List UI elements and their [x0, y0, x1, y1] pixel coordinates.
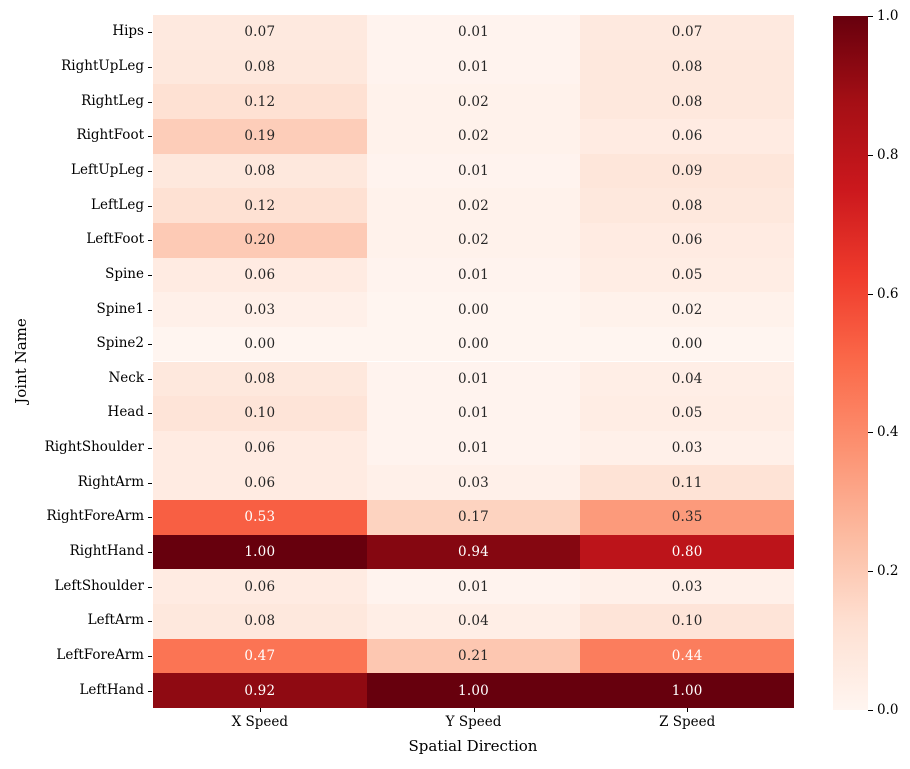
cell-value: 0.08	[671, 58, 703, 75]
ytick-label: RightLeg	[81, 92, 144, 109]
heatmap-cell	[153, 465, 367, 500]
heatmap-cell	[367, 535, 581, 570]
heatmap-cell	[367, 188, 581, 223]
colorbar-tick-label: 1.0	[877, 8, 899, 24]
cell-value: 0.08	[671, 93, 703, 110]
heatmap-cell	[580, 154, 794, 189]
colorbar-tick-label: 0.8	[877, 146, 899, 163]
ytick-mark	[148, 240, 152, 241]
cell-value: 0.21	[458, 648, 489, 664]
ytick-label: RightArm	[77, 473, 144, 490]
cell-value: 0.00	[458, 301, 489, 318]
ytick-label: RightHand	[69, 543, 144, 560]
xtick-label: Y Speed	[445, 714, 502, 730]
heatmap-cell	[153, 292, 367, 327]
cell-value: 0.06	[244, 440, 276, 457]
heatmap-cell	[580, 327, 794, 362]
colorbar-tick-mark	[868, 432, 873, 433]
heatmap-cell	[367, 84, 581, 119]
cell-value: 0.08	[244, 370, 276, 387]
ytick-label: RightShoulder	[44, 439, 144, 456]
colorbar-tick-mark	[868, 710, 873, 711]
ytick-mark	[148, 379, 152, 380]
cell-value: 0.01	[458, 24, 489, 41]
heatmap-cell	[153, 639, 367, 674]
colorbar-tick-label: 0.6	[877, 285, 899, 302]
cell-value: 0.03	[458, 474, 489, 491]
heatmap-cell	[580, 84, 794, 119]
xtick-label: Z Speed	[659, 714, 716, 730]
heatmap-cell	[580, 639, 794, 674]
heatmap-cell	[367, 119, 581, 154]
heatmap-cell	[580, 500, 794, 535]
cell-value: 1.00	[458, 682, 489, 699]
cell-value: 0.80	[671, 544, 703, 561]
ytick-mark	[148, 171, 152, 172]
cell-value: 0.01	[458, 58, 489, 75]
heatmap-cell	[367, 154, 581, 189]
cell-value: 0.02	[458, 232, 489, 249]
heatmap-cell	[580, 569, 794, 604]
heatmap-cell	[580, 50, 794, 85]
heatmap-cell	[367, 604, 581, 639]
xtick-mark	[474, 708, 475, 712]
cell-value: 0.11	[671, 474, 703, 491]
ytick-label: Hips	[112, 23, 144, 40]
heatmap-cell	[153, 673, 367, 708]
cell-value: 0.03	[244, 301, 276, 318]
ytick-label: RightFoot	[76, 127, 144, 144]
heatmap-cell	[153, 569, 367, 604]
ytick-mark	[148, 310, 152, 311]
cell-value: 0.02	[458, 128, 489, 145]
cell-value: 0.47	[244, 648, 276, 664]
ytick-label: LeftForeArm	[56, 647, 144, 664]
heatmap-cell	[153, 188, 367, 223]
ytick-mark	[148, 517, 152, 518]
heatmap-cell	[367, 223, 581, 258]
colorbar	[833, 16, 868, 710]
heatmap-cell	[367, 465, 581, 500]
cell-value: 0.53	[244, 509, 276, 526]
cell-value: 0.04	[458, 613, 489, 630]
ytick-mark	[148, 102, 152, 103]
ytick-label: RightForeArm	[46, 508, 144, 525]
heatmap-cell	[580, 431, 794, 466]
ytick-mark	[148, 413, 152, 414]
heatmap-cell	[367, 639, 581, 674]
heatmap-cell	[153, 84, 367, 119]
heatmap-cell	[580, 119, 794, 154]
heatmap-cell	[367, 673, 581, 708]
ytick-mark	[148, 275, 152, 276]
heatmap-cell	[153, 154, 367, 189]
ytick-label: LeftShoulder	[54, 577, 144, 594]
cell-value: 0.08	[244, 613, 276, 630]
cell-value: 0.94	[458, 544, 489, 561]
cell-value: 0.12	[244, 197, 276, 214]
cell-value: 1.00	[244, 544, 276, 561]
heatmap-cell	[580, 535, 794, 570]
cell-value: 0.06	[244, 266, 276, 283]
heatmap-cell	[367, 258, 581, 293]
heatmap-cell	[580, 673, 794, 708]
colorbar-tick-mark	[868, 294, 873, 295]
ytick-mark	[148, 344, 152, 345]
heatmap-cell	[367, 500, 581, 535]
heatmap-cell	[153, 258, 367, 293]
heatmap-cell	[580, 292, 794, 327]
cell-value: 0.08	[671, 197, 703, 214]
xtick-label: X Speed	[231, 714, 289, 730]
ytick-mark	[148, 621, 152, 622]
cell-value: 0.10	[244, 405, 276, 422]
heatmap-cell	[367, 292, 581, 327]
heatmap-cell	[153, 604, 367, 639]
ytick-label: Neck	[108, 369, 144, 386]
heatmap-cell	[153, 50, 367, 85]
cell-value: 1.00	[671, 682, 703, 699]
heatmap-cell	[367, 396, 581, 431]
cell-value: 0.19	[244, 128, 276, 145]
cell-value: 0.10	[671, 613, 703, 630]
cell-value: 0.00	[244, 336, 276, 353]
heatmap-cell	[367, 431, 581, 466]
heatmap-cell	[580, 188, 794, 223]
heatmap-cell	[153, 15, 367, 50]
ytick-label: LeftHand	[79, 681, 144, 698]
cell-value: 0.35	[671, 509, 703, 526]
ytick-label: RightUpLeg	[61, 57, 144, 74]
heatmap-cell	[580, 15, 794, 50]
cell-value: 0.03	[671, 578, 703, 595]
ytick-label: Spine2	[96, 335, 144, 352]
cell-value: 0.04	[671, 370, 703, 387]
cell-value: 0.03	[671, 440, 703, 457]
ytick-label: LeftUpLeg	[71, 161, 144, 178]
cell-value: 0.05	[671, 405, 703, 422]
x-axis-label: Spatial Direction	[408, 737, 538, 755]
cell-value: 0.00	[458, 336, 489, 353]
heatmap-cell	[153, 431, 367, 466]
ytick-label: LeftFoot	[86, 231, 144, 248]
ytick-mark	[148, 656, 152, 657]
ytick-mark	[148, 32, 152, 33]
cell-value: 0.01	[458, 266, 489, 283]
heatmap-cell	[367, 362, 581, 397]
cell-value: 0.09	[671, 162, 703, 179]
cell-value: 0.01	[458, 440, 489, 457]
cell-value: 0.08	[244, 58, 276, 75]
heatmap-cell	[153, 223, 367, 258]
colorbar-tick-mark	[868, 16, 873, 17]
ytick-label: Head	[107, 404, 144, 421]
ytick-label: LeftLeg	[91, 196, 144, 213]
heatmap-cell	[580, 604, 794, 639]
heatmap-cell	[580, 362, 794, 397]
xtick-mark	[260, 708, 261, 712]
ytick-mark	[148, 483, 152, 484]
colorbar-tick-label: 0.2	[877, 563, 899, 580]
ytick-mark	[148, 136, 152, 137]
cell-value: 0.06	[244, 578, 276, 595]
cell-value: 0.20	[244, 232, 276, 249]
cell-value: 0.02	[671, 301, 703, 318]
heatmap-cell	[153, 362, 367, 397]
ytick-mark	[148, 691, 152, 692]
heatmap-cell	[153, 327, 367, 362]
cell-value: 0.44	[671, 648, 703, 664]
ytick-mark	[148, 587, 152, 588]
heatmap-cell	[367, 327, 581, 362]
cell-value: 0.05	[671, 266, 703, 283]
cell-value: 0.01	[458, 162, 489, 179]
heatmap-grid	[153, 15, 794, 708]
heatmap-cell	[367, 15, 581, 50]
cell-value: 0.07	[671, 24, 703, 41]
ytick-mark	[148, 206, 152, 207]
heatmap-cell	[367, 50, 581, 85]
heatmap-cell	[580, 396, 794, 431]
cell-value: 0.01	[458, 578, 489, 595]
heatmap-cell	[580, 223, 794, 258]
heatmap-cell	[367, 569, 581, 604]
cell-value: 0.06	[244, 474, 276, 491]
cell-value: 0.01	[458, 405, 489, 422]
colorbar-tick-label: 0.4	[877, 424, 899, 441]
cell-value: 0.01	[458, 370, 489, 387]
ytick-mark	[148, 448, 152, 449]
ytick-mark	[148, 67, 152, 68]
colorbar-tick-mark	[868, 571, 873, 572]
heatmap-cell	[153, 535, 367, 570]
heatmap-cell	[153, 500, 367, 535]
heatmap-cell	[580, 465, 794, 500]
cell-value: 0.92	[244, 682, 276, 699]
ytick-label: Spine1	[96, 300, 144, 317]
cell-value: 0.07	[244, 24, 276, 41]
ytick-mark	[148, 552, 152, 553]
heatmap-cell	[153, 396, 367, 431]
y-axis-label: Joint Name	[12, 318, 30, 404]
cell-value: 0.06	[671, 232, 703, 249]
cell-value: 0.17	[458, 509, 489, 526]
colorbar-tick-mark	[868, 155, 873, 156]
cell-value: 0.12	[244, 93, 276, 110]
xtick-mark	[687, 708, 688, 712]
cell-value: 0.00	[671, 336, 703, 353]
heatmap-cell	[580, 258, 794, 293]
ytick-label: LeftArm	[87, 612, 144, 629]
cell-value: 0.08	[244, 162, 276, 179]
colorbar-tick-label: 0.0	[877, 702, 899, 718]
heatmap-cell	[153, 119, 367, 154]
cell-value: 0.06	[671, 128, 703, 145]
ytick-label: Spine	[105, 265, 144, 282]
cell-value: 0.02	[458, 197, 489, 214]
cell-value: 0.02	[458, 93, 489, 110]
